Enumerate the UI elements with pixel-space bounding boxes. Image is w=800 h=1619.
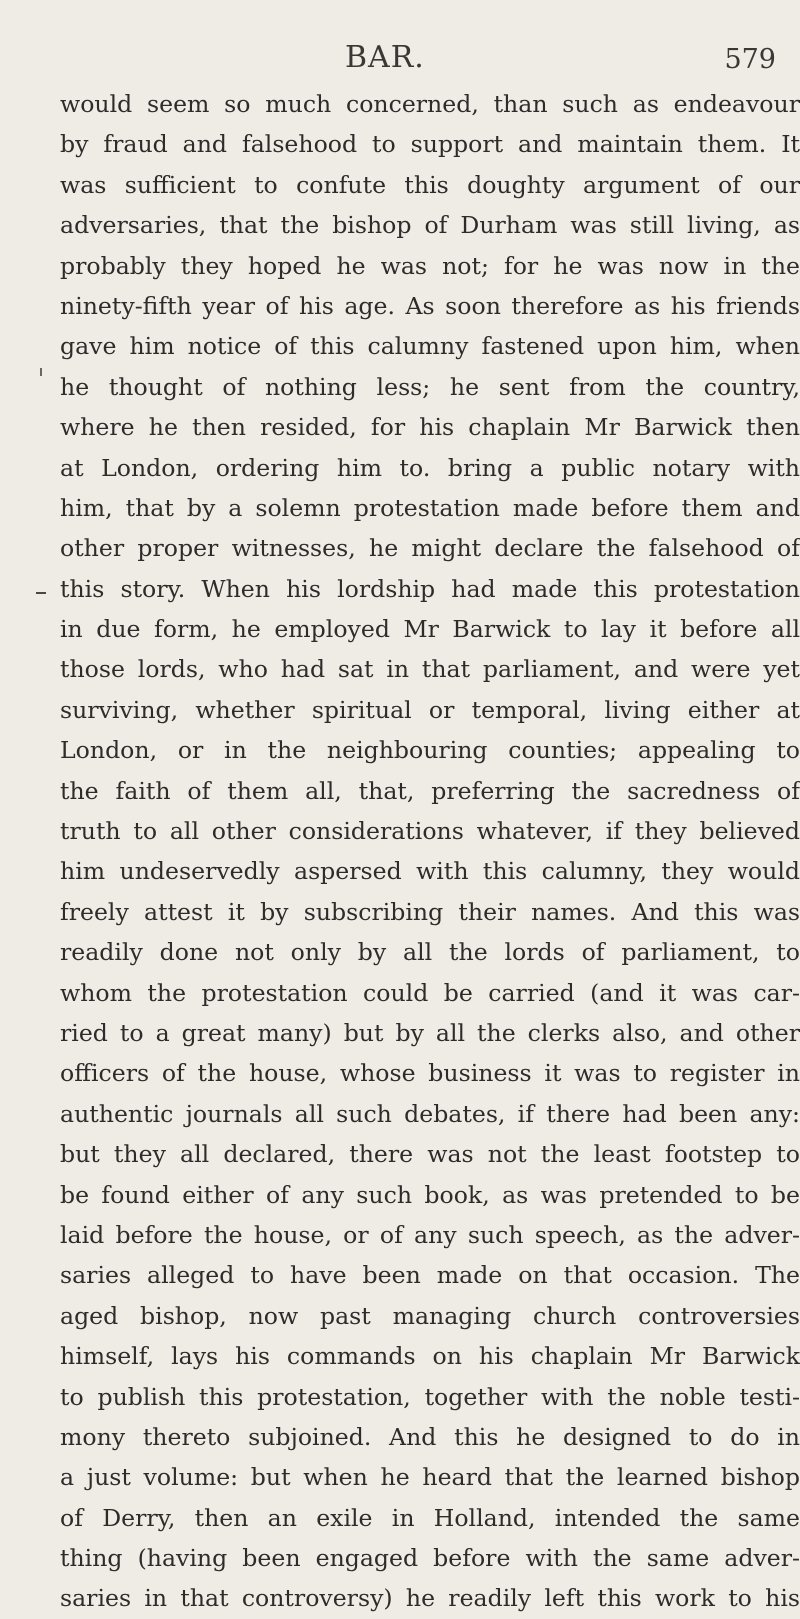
text-line: surviving, whether spiritual or temporal, living either at bbox=[60, 695, 800, 724]
text-line: of Derry, then an exile in Holland, intended the same bbox=[60, 1503, 800, 1532]
text-line: to publish this protestation, together with the noble testi- bbox=[60, 1382, 800, 1411]
text-line: other proper witnesses, he might declare the falsehood of bbox=[60, 534, 800, 563]
text-line: at London, ordering him to. bring a public notary with bbox=[60, 453, 800, 482]
text-line: by fraud and falsehood to support and maintain them. It bbox=[60, 130, 800, 159]
text-line: himself, lays his commands on his chaplain Mr Barwick bbox=[60, 1342, 800, 1371]
text-line: authentic journals all such debates, if there had been any: bbox=[60, 1099, 800, 1128]
text-line: would seem so much concerned, than such as endeavour bbox=[60, 90, 800, 118]
text-line: London, or in the neighbouring counties; appealing to bbox=[60, 736, 800, 765]
text-line: where he then resided, for his chaplain Mr Barwick then bbox=[60, 413, 800, 442]
text-line: probably they hoped he was not; for he was now in the bbox=[60, 251, 800, 280]
text-line: the faith of them all, that, preferring the sacredness of bbox=[60, 776, 800, 805]
text-line: saries in that controversy) he readily left this work to his bbox=[60, 1584, 800, 1613]
text-line: laid before the house, or of any such speech, as the adver- bbox=[60, 1220, 800, 1249]
text-line: gave him notice of this calumny fastened upon him, when bbox=[60, 332, 800, 361]
text-line: those lords, who had sat in that parliament, and were yet bbox=[60, 655, 800, 684]
text-line: him undeservedly aspersed with this calumny, they would bbox=[60, 857, 800, 886]
text-line: aged bishop, now past managing church controversies bbox=[60, 1301, 800, 1330]
text-line: a just volume: but when he heard that the learned bishop bbox=[60, 1463, 800, 1492]
margin-mark bbox=[36, 592, 46, 594]
running-head bbox=[60, 40, 780, 80]
text-line: whom the protestation could be carried (and it was car- bbox=[60, 978, 800, 1007]
text-line: thing (having been engaged before with the same adver- bbox=[60, 1544, 800, 1573]
body-text bbox=[60, 84, 800, 1619]
text-line: ninety-fifth year of his age. As soon therefore as his friends bbox=[60, 291, 800, 320]
text-line: saries alleged to have been made on that occasion. The bbox=[60, 1261, 800, 1290]
page-number: 579 bbox=[724, 44, 776, 75]
text-line: was sufficient to confute this doughty argument of our bbox=[60, 170, 800, 199]
text-line: he thought of nothing less; he sent from the country, bbox=[60, 372, 800, 401]
text-line: mony thereto subjoined. And this he designed to do in bbox=[60, 1422, 800, 1451]
running-title: BAR. bbox=[345, 40, 425, 75]
text-line: readily done not only by all the lords of parliament, to bbox=[60, 938, 800, 967]
text-line: truth to all other considerations whatever, if they believed bbox=[60, 817, 800, 846]
text-line: him, that by a solemn protestation made before them and bbox=[60, 493, 800, 522]
text-line: ried to a great many) but by all the clerks also, and other bbox=[60, 1018, 800, 1047]
text-line: freely attest it by subscribing their names. And this was bbox=[60, 897, 800, 926]
text-line: adversaries, that the bishop of Durham was still living, as bbox=[60, 211, 800, 240]
text-line: but they all declared, there was not the least footstep to bbox=[60, 1140, 800, 1169]
text-line: officers of the house, whose business it was to register in bbox=[60, 1059, 800, 1088]
text-line: in due form, he employed Mr Barwick to lay it before all bbox=[60, 615, 800, 644]
margin-mark bbox=[40, 368, 42, 376]
text-line: be found either of any such book, as was pretended to be bbox=[60, 1180, 800, 1209]
text-line: this story. When his lordship had made this protestation bbox=[60, 574, 800, 603]
